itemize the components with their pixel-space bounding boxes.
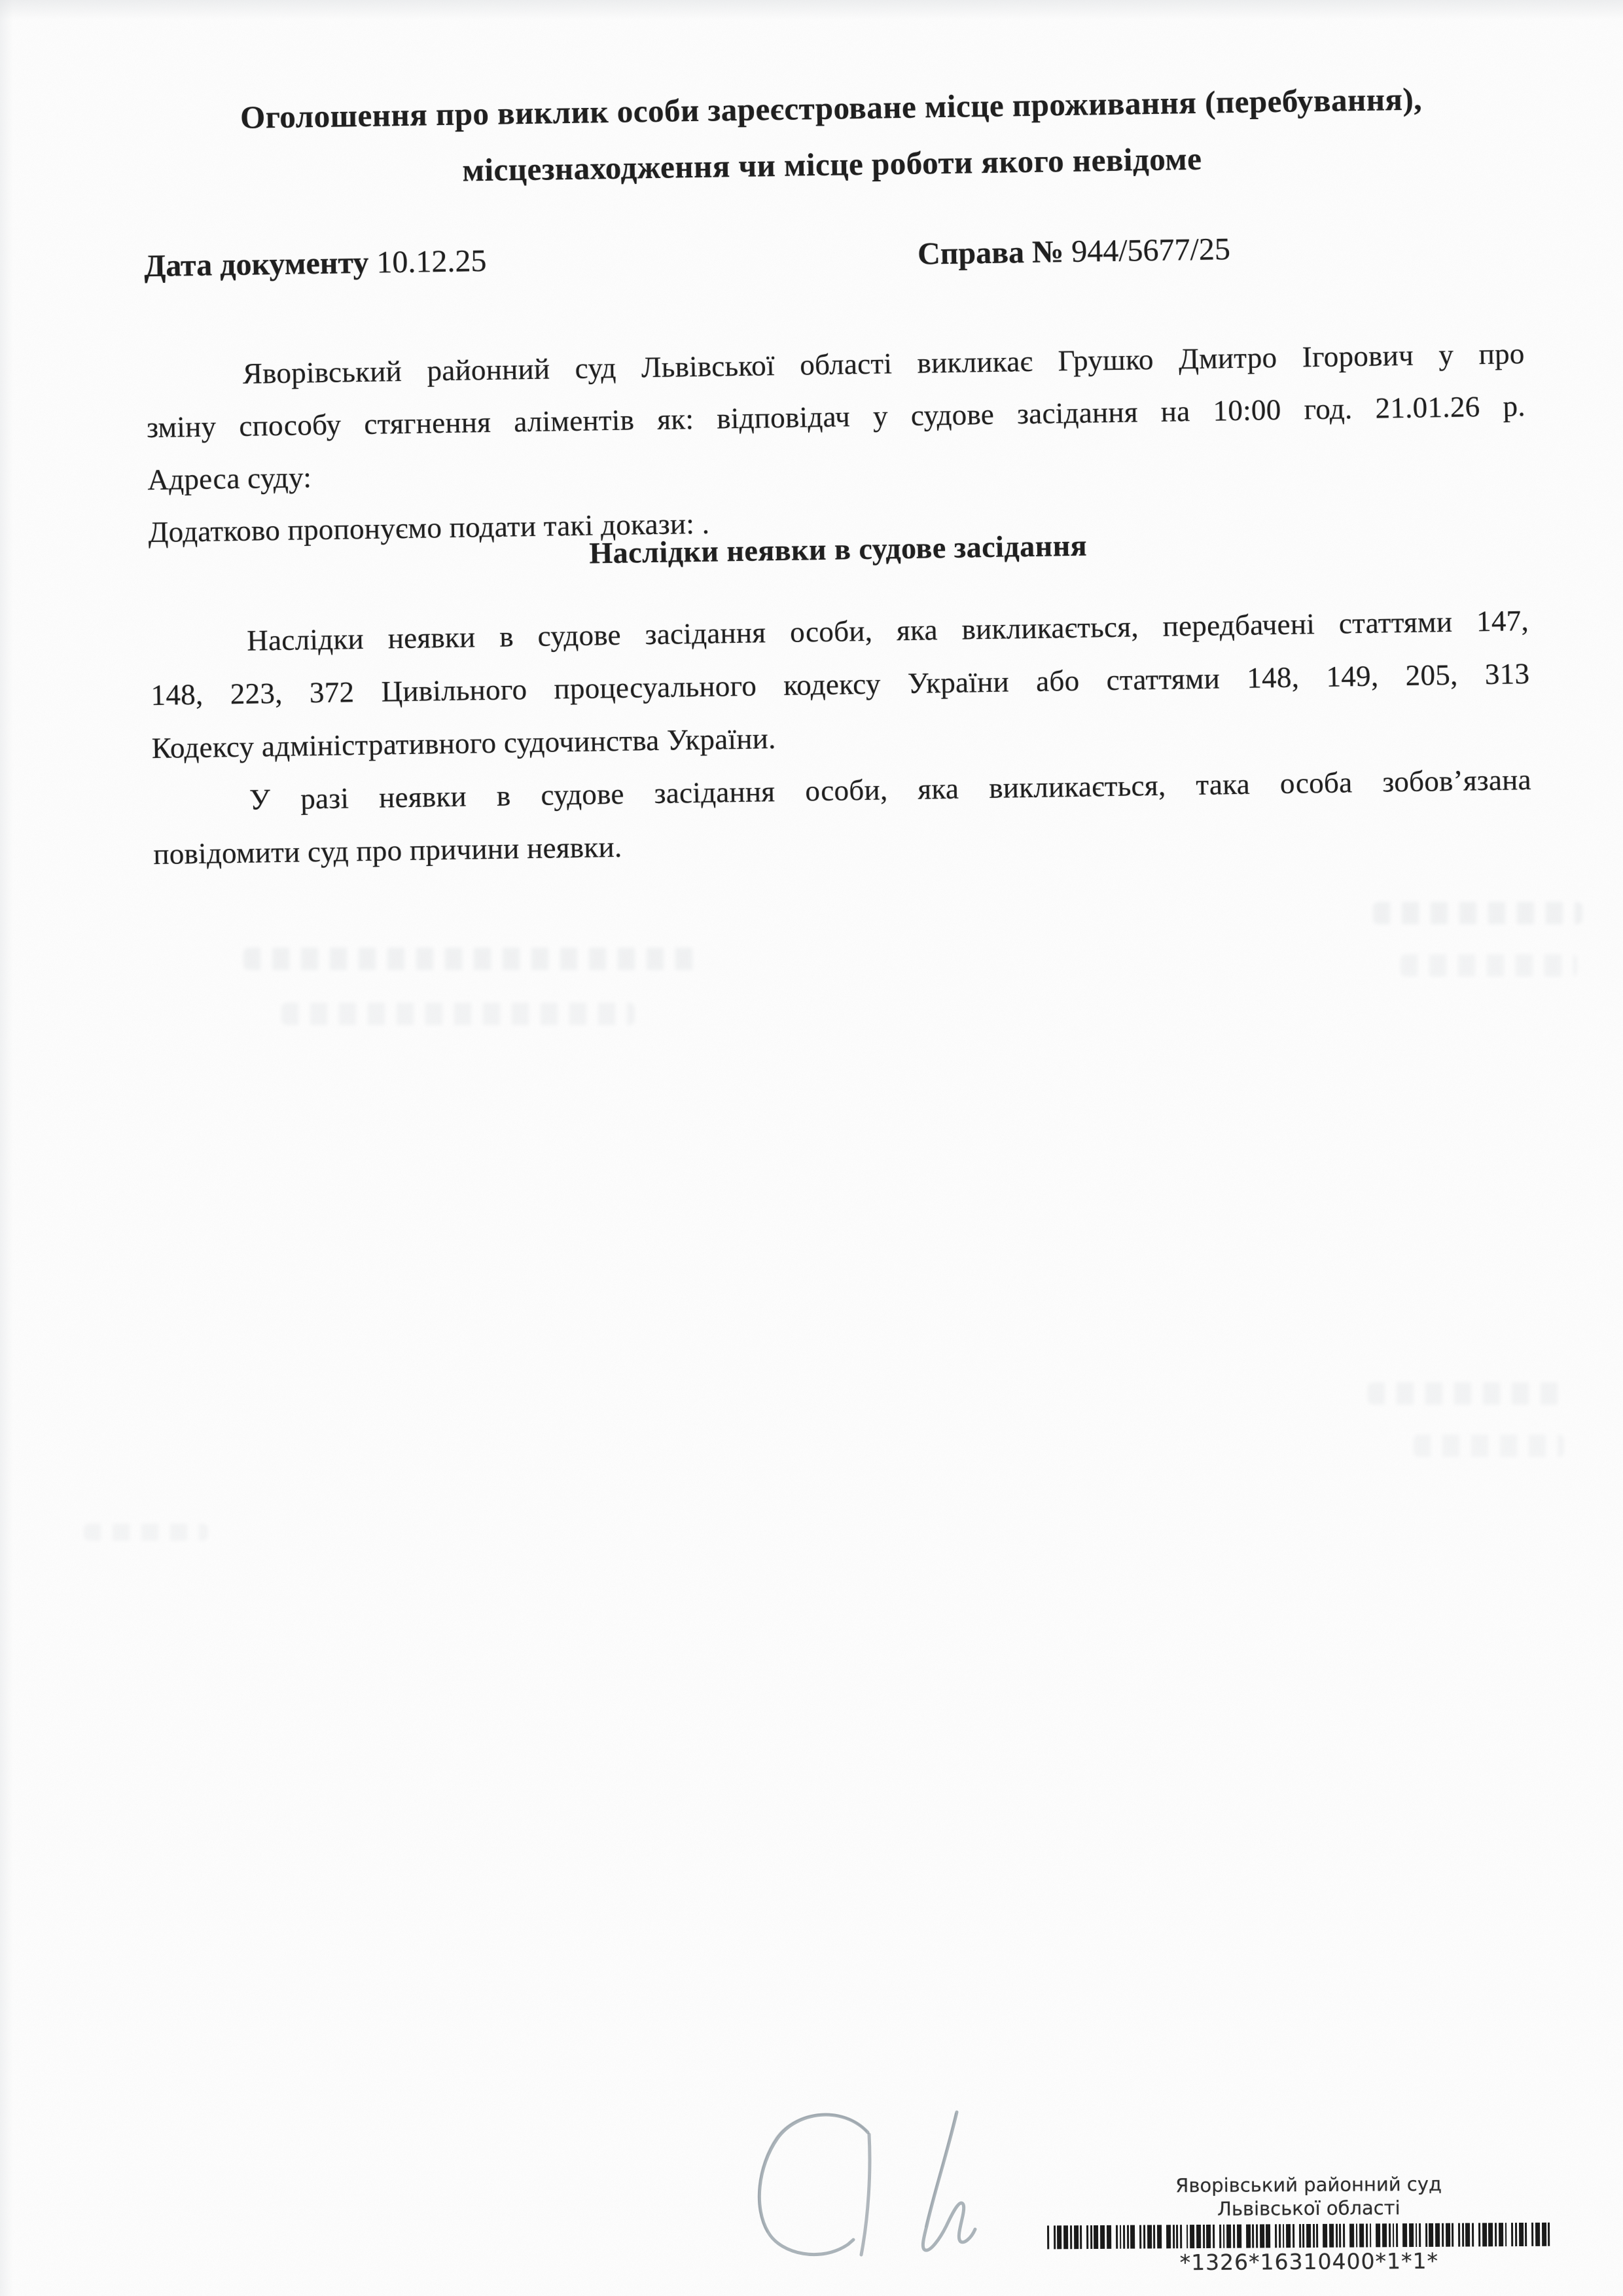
scan-artifact xyxy=(1400,954,1577,977)
scan-artifact xyxy=(1414,1435,1564,1457)
consequences-paragraphs xyxy=(150,594,1533,881)
court-address-line: Адреса суду: xyxy=(147,461,312,497)
summons-line-1: Яворівський районний суд Львівської області викликає Грушко Дмитро Ігорович у про xyxy=(242,337,1525,390)
date-value: 10.12.25 xyxy=(376,243,487,280)
case-number xyxy=(918,231,1231,272)
stamp-court-name-line-1: Яворівський районний суд xyxy=(1175,2172,1442,2197)
date-label: Дата документу xyxy=(143,245,369,284)
court-stamp xyxy=(1047,2172,1571,2277)
title-line-1: Оголошення про виклик особи зареєстроване місце проживання (перебування), xyxy=(240,81,1423,135)
scan-artifact xyxy=(281,1003,635,1025)
title-line-2: місцезнаходження чи місце роботи якого невідоме xyxy=(462,140,1202,188)
case-value: 944/5677/25 xyxy=(1071,232,1231,269)
summons-line-2: зміну способу стягнення аліментів як: відповідач у судове засідання на 10:00 год. 21.01.26 р. xyxy=(146,389,1526,444)
case-label: Справа № xyxy=(917,234,1064,272)
stamp-court-name-line-2: Львівської області xyxy=(1217,2197,1400,2220)
signature xyxy=(687,2091,1027,2294)
meta-row xyxy=(144,226,1524,287)
document-title xyxy=(141,69,1522,204)
evidence-line: Додатково пропонуємо подати такі докази: . xyxy=(148,507,710,549)
scan-artifact xyxy=(243,948,702,970)
scan-artifact xyxy=(1373,902,1582,924)
consequences-line-1: Наслідки неявки в судове засідання особи, яка викликається, передбачені статтями 147, xyxy=(246,604,1529,657)
document-date xyxy=(144,243,487,284)
consequences-line-3: Кодексу адміністративного судочинства України. xyxy=(151,722,776,765)
section-heading: Наслідки неявки в судове засідання xyxy=(588,528,1088,570)
scan-artifact xyxy=(84,1524,208,1541)
obligation-line-2: повідомити суд про причини неявки. xyxy=(152,830,622,871)
obligation-line-1: У разі неявки в судове засідання особи, яка викликається, така особа зобов’язана xyxy=(249,762,1532,816)
barcode-text: *1326*16310400*1*1* xyxy=(1179,2248,1439,2276)
consequences-line-2: 148, 223, 372 Цивільного процесуального кодексу України або статтями 148, 149, 205, 313 xyxy=(151,657,1530,712)
barcode xyxy=(1047,2223,1558,2250)
scan-artifact xyxy=(1368,1382,1564,1405)
